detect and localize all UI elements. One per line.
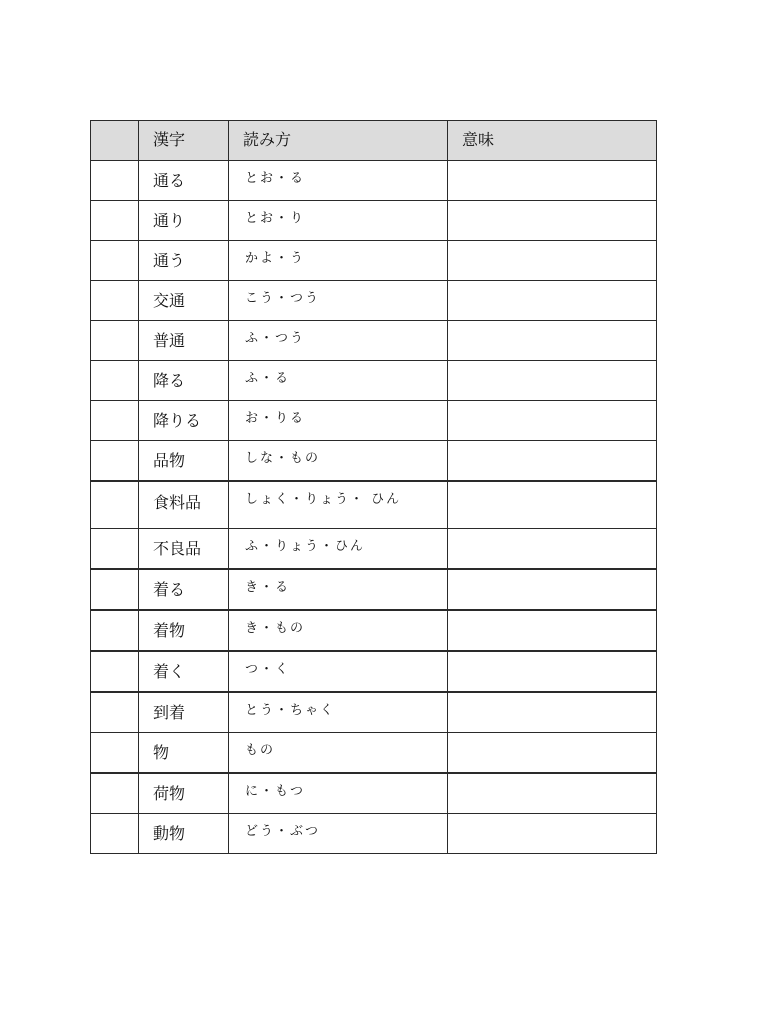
table-row	[91, 481, 657, 529]
row-number-cell	[91, 651, 139, 692]
meaning-cell[interactable]	[448, 733, 657, 774]
vocabulary-worksheet	[90, 120, 656, 854]
meaning-cell[interactable]	[448, 529, 657, 570]
kanji-cell: 普通	[139, 321, 229, 361]
row-number-cell	[91, 161, 139, 201]
kanji-cell: 通り	[139, 201, 229, 241]
meaning-cell[interactable]	[448, 814, 657, 854]
kanji-cell: 物	[139, 733, 229, 774]
kanji-cell: 動物	[139, 814, 229, 854]
reading-cell: ふ・りょう・ひん	[229, 529, 448, 570]
meaning-cell[interactable]	[448, 201, 657, 241]
kanji-cell: 降る	[139, 361, 229, 401]
row-number-cell	[91, 321, 139, 361]
table-row	[91, 569, 657, 610]
meaning-cell[interactable]	[448, 569, 657, 610]
table-row	[91, 651, 657, 692]
row-number-cell	[91, 773, 139, 814]
reading-cell: しな・もの	[229, 441, 448, 482]
table-row	[91, 241, 657, 281]
header-kanji: 漢字	[139, 121, 229, 161]
table-row	[91, 441, 657, 482]
meaning-cell[interactable]	[448, 321, 657, 361]
reading-cell: とお・る	[229, 161, 448, 201]
reading-cell: お・りる	[229, 401, 448, 441]
row-number-cell	[91, 441, 139, 482]
reading-cell: かよ・う	[229, 241, 448, 281]
kanji-vocabulary-table	[90, 120, 657, 854]
kanji-cell: 交通	[139, 281, 229, 321]
kanji-cell: 不良品	[139, 529, 229, 570]
table-row	[91, 321, 657, 361]
row-number-cell	[91, 814, 139, 854]
table-row	[91, 610, 657, 651]
table-row	[91, 281, 657, 321]
kanji-cell: 通る	[139, 161, 229, 201]
meaning-cell[interactable]	[448, 773, 657, 814]
meaning-cell[interactable]	[448, 401, 657, 441]
table-header-row	[91, 121, 657, 161]
row-number-cell	[91, 361, 139, 401]
table-row	[91, 401, 657, 441]
kanji-cell: 降りる	[139, 401, 229, 441]
reading-cell: とお・り	[229, 201, 448, 241]
row-number-cell	[91, 481, 139, 529]
row-number-cell	[91, 401, 139, 441]
reading-cell: き・もの	[229, 610, 448, 651]
row-number-cell	[91, 241, 139, 281]
table-row	[91, 773, 657, 814]
kanji-cell: 着る	[139, 569, 229, 610]
reading-cell: き・る	[229, 569, 448, 610]
meaning-cell[interactable]	[448, 281, 657, 321]
reading-cell: こう・つう	[229, 281, 448, 321]
header-meaning: 意味	[448, 121, 657, 161]
meaning-cell[interactable]	[448, 161, 657, 201]
reading-cell: どう・ぶつ	[229, 814, 448, 854]
row-number-cell	[91, 733, 139, 774]
kanji-cell: 通う	[139, 241, 229, 281]
kanji-cell: 品物	[139, 441, 229, 482]
table-row	[91, 814, 657, 854]
table-row	[91, 692, 657, 733]
kanji-cell: 着く	[139, 651, 229, 692]
meaning-cell[interactable]	[448, 610, 657, 651]
reading-cell: に・もつ	[229, 773, 448, 814]
meaning-cell[interactable]	[448, 441, 657, 482]
table-row	[91, 361, 657, 401]
table-row	[91, 161, 657, 201]
header-reading: 読み方	[229, 121, 448, 161]
header-number	[91, 121, 139, 161]
row-number-cell	[91, 610, 139, 651]
kanji-cell: 到着	[139, 692, 229, 733]
kanji-cell: 荷物	[139, 773, 229, 814]
meaning-cell[interactable]	[448, 692, 657, 733]
reading-cell: ふ・る	[229, 361, 448, 401]
reading-cell: つ・く	[229, 651, 448, 692]
table-row	[91, 529, 657, 570]
meaning-cell[interactable]	[448, 651, 657, 692]
reading-cell: もの	[229, 733, 448, 774]
reading-cell: ふ・つう	[229, 321, 448, 361]
row-number-cell	[91, 201, 139, 241]
kanji-cell: 着物	[139, 610, 229, 651]
meaning-cell[interactable]	[448, 241, 657, 281]
table-row	[91, 733, 657, 774]
row-number-cell	[91, 569, 139, 610]
meaning-cell[interactable]	[448, 481, 657, 529]
row-number-cell	[91, 281, 139, 321]
meaning-cell[interactable]	[448, 361, 657, 401]
reading-cell: しょく・りょう・ ひん	[229, 481, 448, 529]
table-row	[91, 201, 657, 241]
row-number-cell	[91, 529, 139, 570]
row-number-cell	[91, 692, 139, 733]
reading-cell: とう・ちゃく	[229, 692, 448, 733]
kanji-cell: 食料品	[139, 481, 229, 529]
